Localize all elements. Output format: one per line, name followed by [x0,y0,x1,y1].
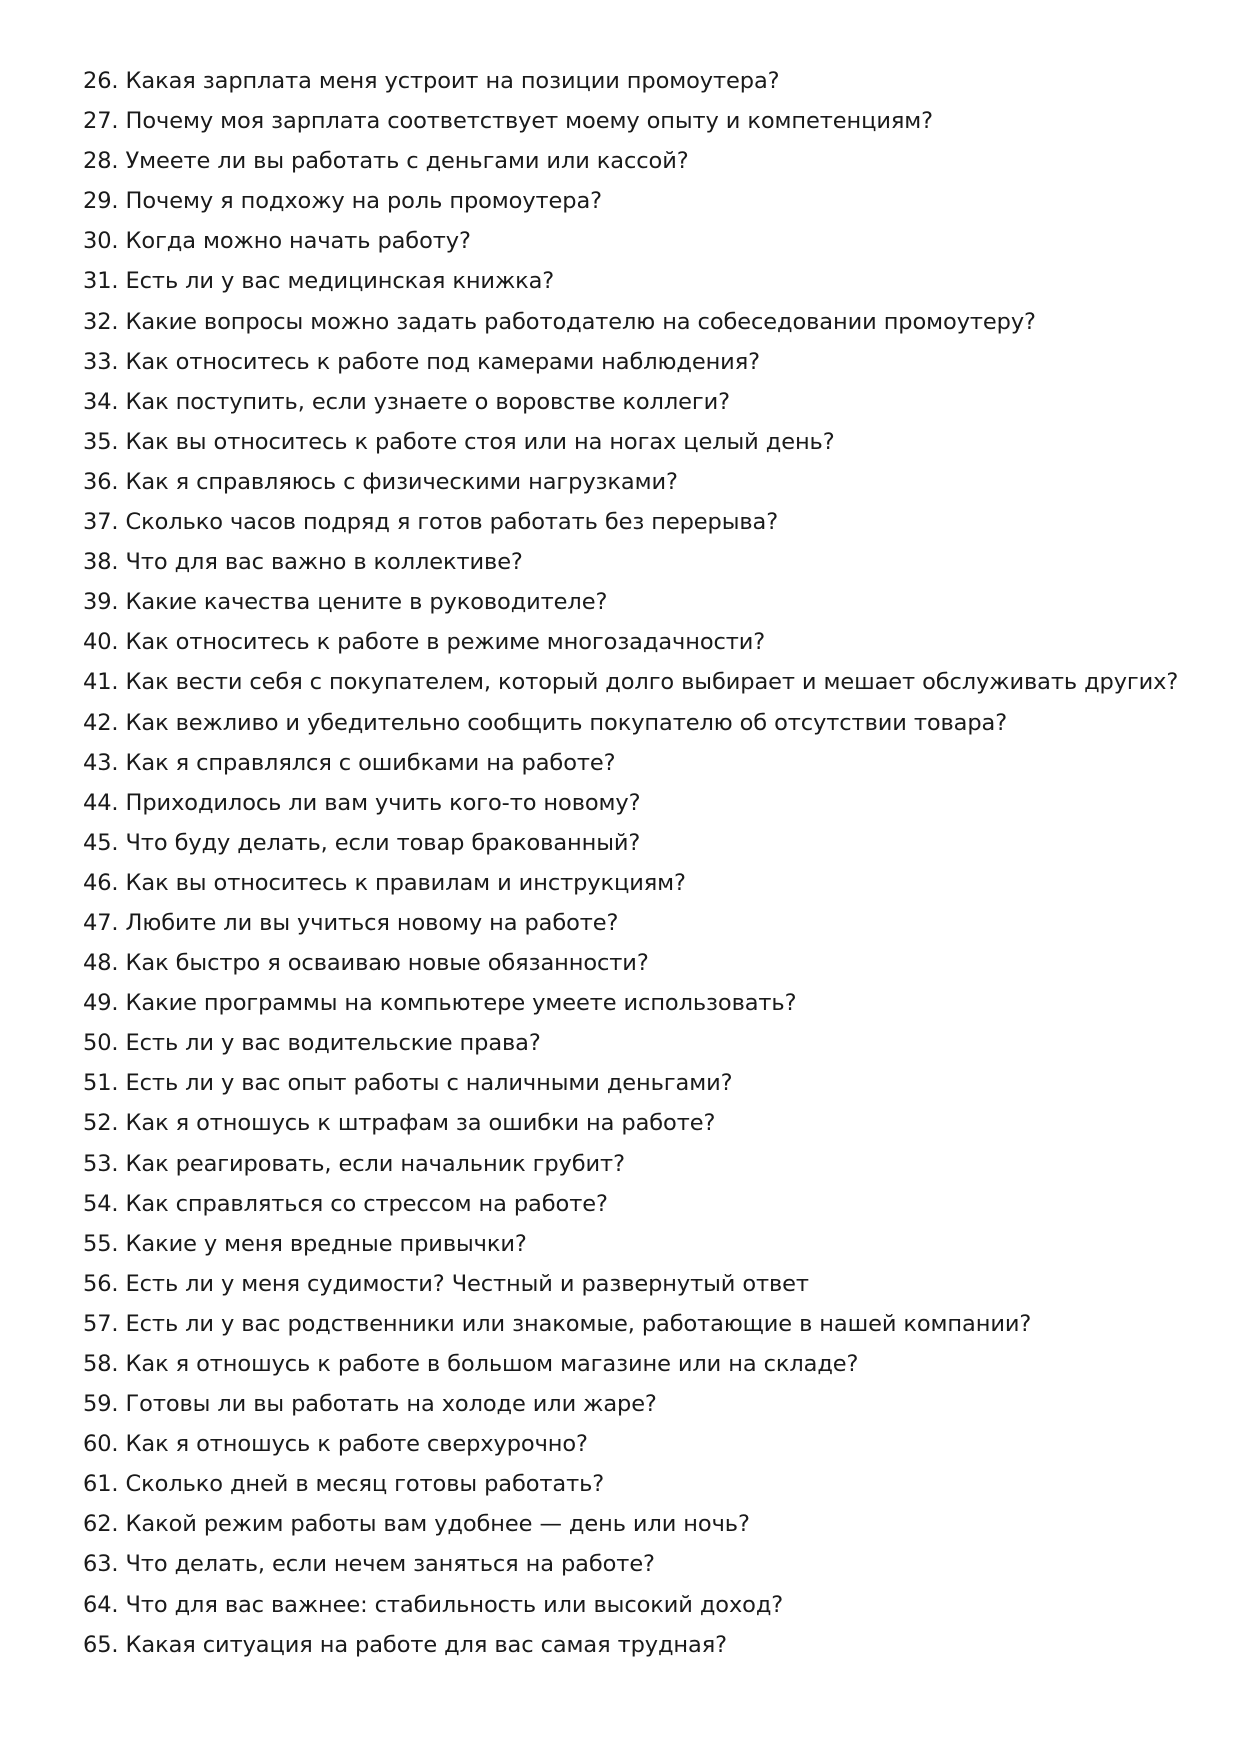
question-number: 38. [83,549,119,576]
question-item [83,823,1183,863]
question-item [83,382,1183,422]
question-item [83,1144,1183,1184]
question-item [83,1504,1183,1544]
question-text: Что делать, если нечем заняться на работе? [125,1551,655,1578]
question-number: 60. [83,1431,119,1458]
question-number: 62. [83,1511,119,1538]
question-item [83,703,1183,743]
question-number: 49. [83,990,119,1017]
question-item [83,61,1183,101]
question-item [83,1424,1183,1464]
question-text: Что буду делать, если товар бракованный? [125,829,641,856]
question-item [83,502,1183,542]
question-list [83,61,1183,1665]
question-number: 55. [83,1230,119,1257]
question-item [83,1344,1183,1384]
question-number: 44. [83,789,119,816]
question-item [83,622,1183,662]
question-item [83,221,1183,261]
question-text: Как я отношусь к работе в большом магазине или на складе? [125,1351,859,1377]
question-item [83,181,1183,221]
question-text: Какая зарплата меня устроит на позиции промоутера? [125,68,780,94]
question-item [83,462,1183,502]
question-item [83,261,1183,301]
question-text: Как вы относитесь к правилам и инструкциям? [125,869,686,896]
question-text: Какая ситуация на работе для вас самая трудная? [125,1631,728,1658]
question-item [83,1184,1183,1224]
question-text: Какие программы на компьютере умеете использовать? [125,990,797,1017]
question-number: 63. [83,1551,119,1578]
question-item [83,863,1183,903]
question-item [83,1224,1183,1264]
question-number: 51. [83,1070,119,1097]
question-text: Как вести себя с покупателем, который долго выбирает и мешает обслуживать других? [125,669,1179,696]
question-text: Как справляться со стрессом на работе? [125,1190,608,1217]
question-number: 41. [83,669,119,696]
question-number: 30. [83,228,119,255]
question-number: 52. [83,1110,119,1137]
question-text: Сколько дней в месяц готовы работать? [125,1471,605,1498]
question-item [83,1544,1183,1584]
question-number: 31. [83,268,119,295]
question-text: Как реагировать, если начальник грубит? [125,1150,625,1177]
question-text: Есть ли у вас опыт работы с наличными деньгами? [125,1070,733,1097]
question-item [83,1464,1183,1504]
question-text: Что для вас важнее: стабильность или высокий доход? [125,1591,784,1618]
question-text: Почему моя зарплата соответствует моему опыту и компетенциям? [125,108,934,135]
question-number: 53. [83,1150,119,1177]
question-number: 65. [83,1631,119,1658]
question-text: Приходилось ли вам учить кого-то новому? [125,789,641,816]
question-item [83,1063,1183,1103]
question-item [83,422,1183,462]
question-text: Какой режим работы вам удобнее — день или ночь? [125,1511,750,1538]
question-number: 34. [83,388,119,415]
question-number: 56. [83,1270,119,1297]
question-text: Готовы ли вы работать на холоде или жаре? [125,1391,657,1418]
question-number: 48. [83,950,119,977]
question-text: Как я отношусь к штрафам за ошибки на работе? [125,1110,716,1137]
question-item [83,662,1183,702]
question-text: Есть ли у вас водительские права? [125,1030,541,1057]
question-text: Как поступить, если узнаете о воровстве коллеги? [125,388,730,415]
question-number: 40. [83,629,119,656]
question-number: 42. [83,709,119,736]
question-number: 54. [83,1190,119,1217]
question-text: Что для вас важно в коллективе? [125,549,523,576]
question-number: 27. [83,108,119,135]
question-number: 47. [83,909,119,936]
question-item [83,302,1183,342]
question-text: Как я справляюсь с физическими нагрузками? [125,468,678,495]
question-number: 39. [83,589,119,616]
question-number: 29. [83,188,119,215]
question-item [83,783,1183,823]
question-item [83,1384,1183,1424]
question-number: 37. [83,509,119,536]
question-text: Как относитесь к работе в режиме многозадачности? [125,629,766,656]
question-number: 58. [83,1351,119,1377]
question-text: Почему я подхожу на роль промоутера? [125,188,603,215]
question-item [83,1023,1183,1063]
question-text: Какие качества цените в руководителе? [125,589,608,616]
question-text: Сколько часов подряд я готов работать без перерыва? [125,509,779,536]
question-item [83,743,1183,783]
question-number: 28. [83,148,119,175]
question-item [83,1585,1183,1625]
question-number: 45. [83,829,119,856]
question-item [83,903,1183,943]
question-number: 35. [83,428,119,455]
question-text: Как вы относитесь к работе стоя или на ногах целый день? [125,428,835,455]
question-item [83,542,1183,582]
question-item [83,943,1183,983]
question-text: Есть ли у меня судимости? Честный и развернутый ответ [125,1270,809,1297]
question-item [83,1625,1183,1665]
question-number: 33. [83,348,119,375]
question-number: 36. [83,468,119,495]
question-text: Как быстро я осваиваю новые обязанности? [125,950,649,977]
question-number: 43. [83,749,119,776]
question-text: Как вежливо и убедительно сообщить покупателю об отсутствии товара? [125,709,1008,736]
question-number: 50. [83,1030,119,1057]
question-item [83,342,1183,382]
question-item [83,1103,1183,1143]
question-item [83,582,1183,622]
question-text: Есть ли у вас родственники или знакомые, работающие в нашей компании? [125,1310,1032,1337]
question-text: Умеете ли вы работать с деньгами или кассой? [125,148,689,175]
question-item [83,1264,1183,1304]
question-number: 26. [83,68,119,94]
question-item [83,101,1183,141]
question-item [83,141,1183,181]
question-number: 57. [83,1310,119,1337]
question-number: 64. [83,1591,119,1618]
question-number: 46. [83,869,119,896]
question-text: Есть ли у вас медицинская книжка? [125,268,555,295]
question-number: 59. [83,1391,119,1418]
question-text: Как я отношусь к работе сверхурочно? [125,1431,588,1458]
question-text: Как относитесь к работе под камерами наблюдения? [125,348,760,375]
question-text: Когда можно начать работу? [125,228,471,255]
question-item [83,983,1183,1023]
question-number: 32. [83,308,119,335]
question-text: Какие у меня вредные привычки? [125,1230,527,1257]
question-number: 61. [83,1471,119,1498]
question-text: Любите ли вы учиться новому на работе? [125,909,619,936]
question-item [83,1304,1183,1344]
question-text: Как я справлялся с ошибками на работе? [125,749,616,776]
question-text: Какие вопросы можно задать работодателю на собеседовании промоутеру? [125,308,1036,335]
